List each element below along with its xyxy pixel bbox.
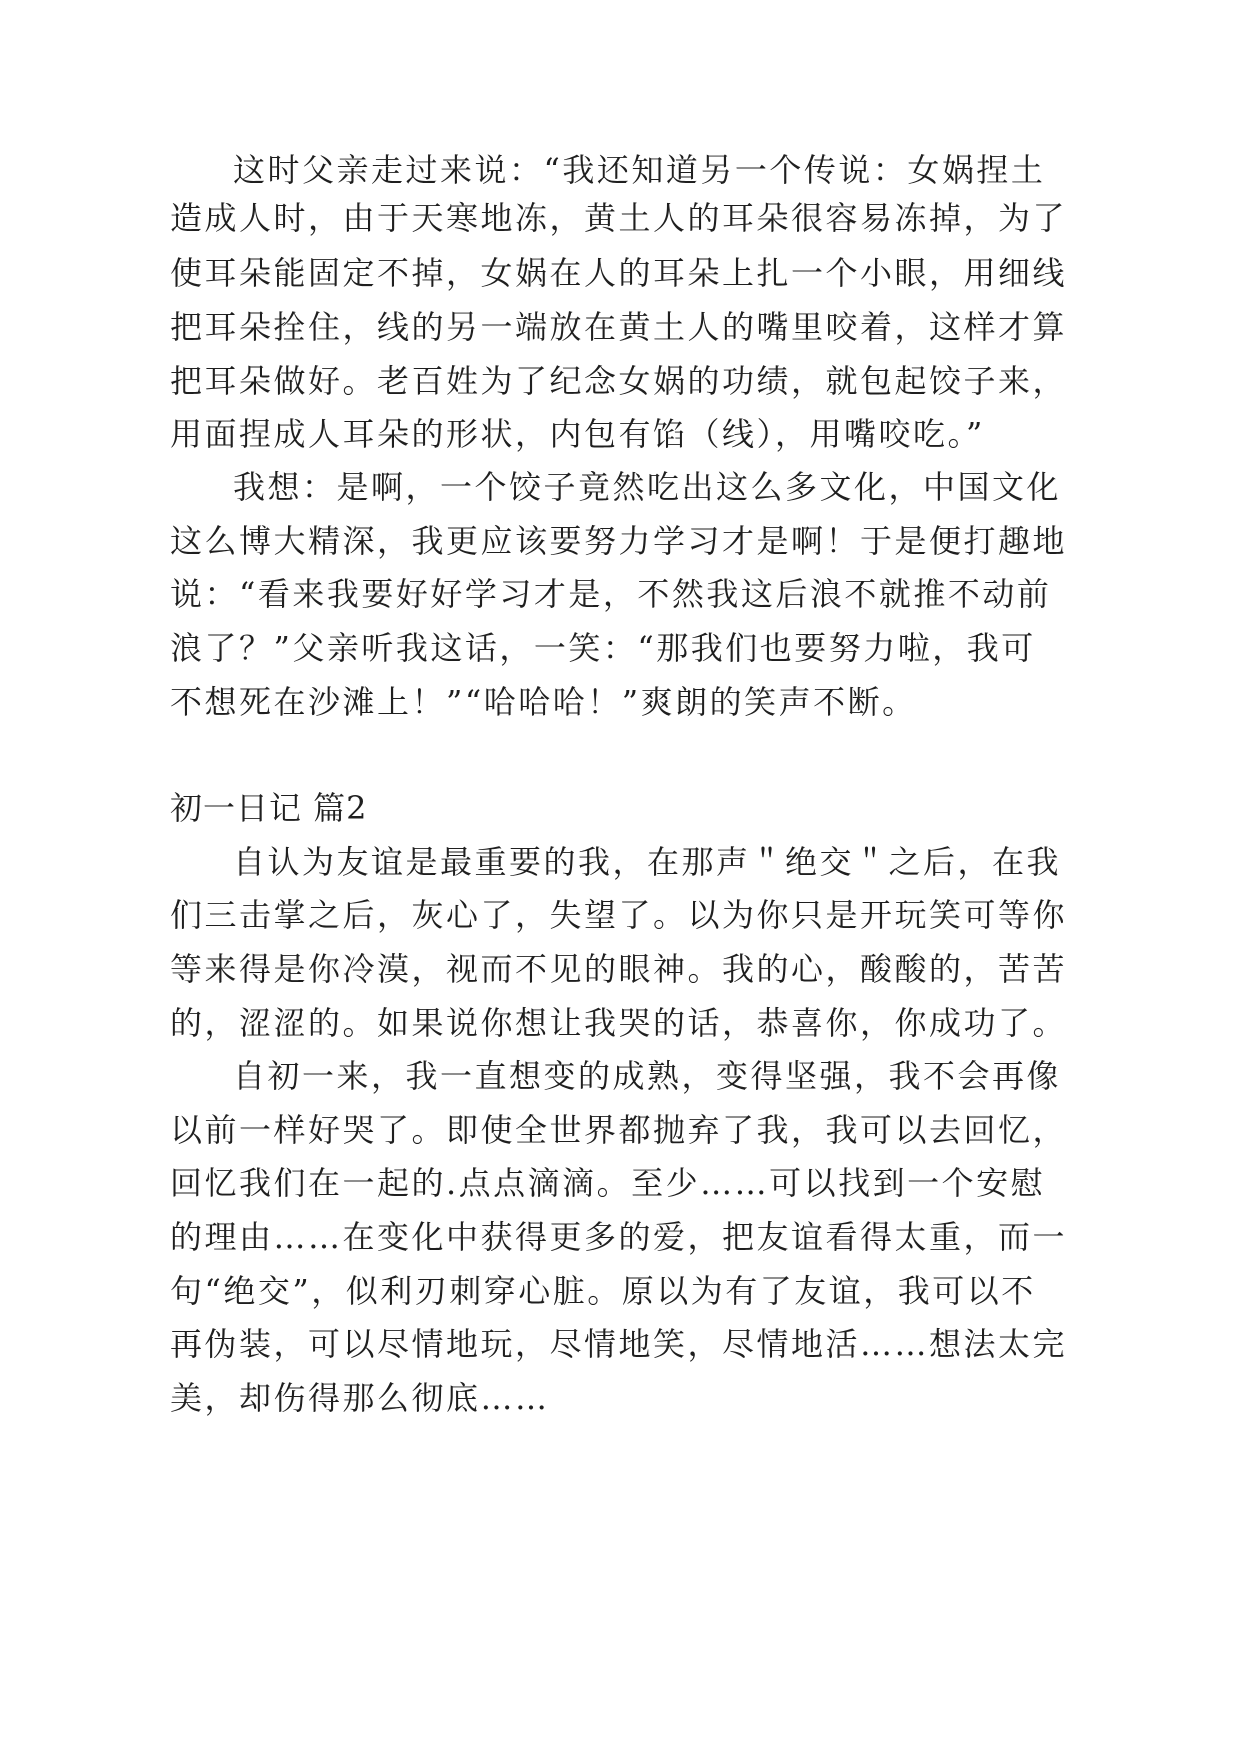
paragraph-line: 自初一来，我一直想变的成熟，变得坚强，我不会再像 xyxy=(233,1057,1062,1095)
paragraph-line: 回忆我们在一起的.点点滴滴。至少……可以找到一个安慰 xyxy=(170,1164,1046,1202)
paragraph-line: 的，涩涩的。如果说你想让我哭的话，恭喜你，你成功了。 xyxy=(170,1004,1068,1042)
paragraph-line: 自认为友谊是最重要的我，在那声＂绝交＂之后，在我 xyxy=(233,843,1062,881)
paragraph-line: 等来得是你冷漠，视而不见的眼神。我的心，酸酸的，苦苦 xyxy=(170,950,1068,988)
paragraph-line: 不想死在沙滩上！”“哈哈哈！”爽朗的笑声不断。 xyxy=(170,683,917,721)
paragraph-line: 美，却伤得那么彻底…… xyxy=(170,1379,550,1417)
paragraph-line: 把耳朵做好。老百姓为了纪念女娲的功绩，就包起饺子来， xyxy=(170,362,1068,400)
paragraph-line: 的理由……在变化中获得更多的爱，把友谊看得太重，而一 xyxy=(170,1218,1068,1256)
paragraph-line: 造成人时，由于天寒地冻，黄土人的耳朵很容易冻掉，为了 xyxy=(170,199,1068,237)
paragraph-line: 以前一样好哭了。即使全世界都抛弃了我，我可以去回忆， xyxy=(170,1111,1068,1149)
paragraph-line: 们三击掌之后，灰心了，失望了。以为你只是开玩笑可等你 xyxy=(170,896,1068,934)
section-heading: 初一日记 篇2 xyxy=(170,789,368,827)
paragraph-line: 这么博大精深，我更应该要努力学习才是啊！于是便打趣地 xyxy=(170,522,1068,560)
paragraph-line: 使耳朵能固定不掉，女娲在人的耳朵上扎一个小眼，用细线 xyxy=(170,254,1068,292)
paragraph-line: 说：“看来我要好好学习才是，不然我这后浪不就推不动前 xyxy=(170,575,1052,613)
paragraph-line: 把耳朵拴住，线的另一端放在黄土人的嘴里咬着，这样才算 xyxy=(170,308,1068,346)
paragraph-line: 我想：是啊，一个饺子竟然吃出这么多文化，中国文化 xyxy=(233,468,1062,506)
paragraph-line: 句“绝交”，似利刃刺穿心脏。原以为有了友谊，我可以不 xyxy=(170,1272,1036,1310)
paragraph-line: 再伪装，可以尽情地玩，尽情地笑，尽情地活……想法太完 xyxy=(170,1325,1068,1363)
paragraph-line: 这时父亲走过来说：“我还知道另一个传说：女娲捏土 xyxy=(233,151,1046,189)
paragraph-line: 用面捏成人耳朵的形状，内包有馅（线），用嘴咬吃。” xyxy=(170,415,985,453)
paragraph-line: 浪了？”父亲听我这话，一笑：“那我们也要努力啦，我可 xyxy=(170,629,1036,667)
